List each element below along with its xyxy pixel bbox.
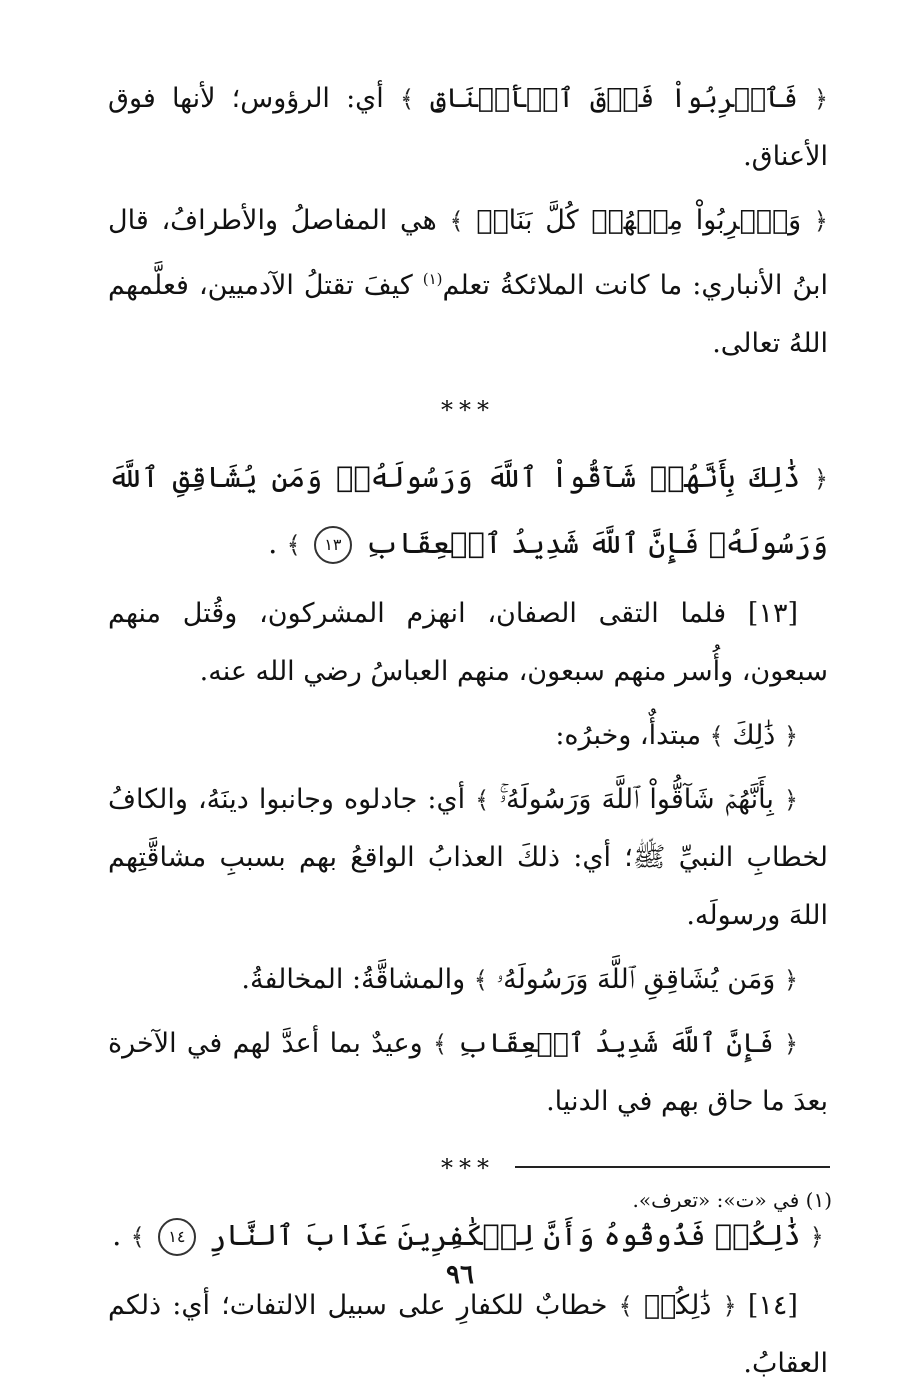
paragraph-8: [108, 1277, 828, 1393]
quran-bracket-open: ﴿: [783, 1030, 798, 1058]
quran-quote: وَمَن يُشَاقِقِ ٱللَّهَ وَرَسُولَهُۥ: [496, 964, 776, 995]
page-number: ٩٦: [446, 1260, 474, 1290]
quran-bracket-open: ﴿: [813, 85, 828, 113]
footnote: (١) في «ت»: «تعرف».: [632, 1188, 832, 1212]
quran-quote: ذَٰلِكَ: [732, 720, 776, 751]
quran-bracket-open: ﴿: [813, 465, 828, 493]
paragraph-4: [108, 707, 828, 765]
paragraph-3: [١٣] فلما التقى الصفان، انهزم المشركون، وقُتل منهم سبعون، وأُسر منهم سبعون، منهم العباسُ رضي الله عنه.: [108, 598, 828, 687]
quran-quote: وَٱضۡرِبُواْ مِنۡهُمۡ كُلَّ بَنَانٖ: [476, 205, 802, 236]
quran-bracket-close: ﴾: [473, 966, 488, 994]
quran-bracket-close: ﴾: [709, 722, 724, 750]
quran-bracket-close: ﴾: [130, 1223, 145, 1251]
footnote-divider: [515, 1166, 830, 1168]
ayah-text: ذَٰلِكَ بِأَنَّهُمۡ شَآقُّواْ ٱللَّهَ وَرَسُولَهُۥۚ وَمَن يُشَاقِقِ ٱللَّهَ وَرَسُولَهُۥ فَإِنَّ ٱللَّهَ شَدِيدُ ٱلۡعِقَابِ: [108, 460, 828, 560]
quran-quote: فَٱضۡرِبُواْ فَوۡقَ ٱلۡأَعۡنَاقِ: [430, 83, 798, 114]
quran-bracket-open: ﴿: [783, 966, 798, 994]
paragraph-2: [108, 192, 828, 373]
quran-bracket-open: ﴿: [809, 1223, 824, 1251]
quran-quote: بِأَنَّهُمۡ شَآقُّواْ ٱللَّهَ وَرَسُولَهُۥۚ: [499, 784, 774, 815]
ayah-number-marker: ١٤: [158, 1218, 196, 1256]
section-separator: ***: [441, 1154, 495, 1182]
verse-number: [١٤]: [747, 1290, 798, 1321]
quran-bracket-close: ﴾: [449, 207, 464, 235]
quran-quote: ذَٰلِكُمۡ: [643, 1290, 712, 1321]
commentary-text: والمشاقَّةُ: المخالفةُ.: [241, 964, 466, 995]
quran-bracket-open: ﴿: [722, 1292, 737, 1320]
ayah-text: ذَٰلِكُمۡ فَذُوقُوهُ وَأَنَّ لِلۡكَٰفِرِينَ عَذَابَ ٱلنَّارِ: [209, 1218, 801, 1252]
quran-bracket-close: ﴾: [618, 1292, 633, 1320]
quran-bracket-open: ﴿: [783, 786, 799, 814]
quran-bracket-close: ﴾: [286, 531, 301, 559]
commentary-text: هي المفاصلُ والأطرافُ، قال ابنُ الأنباري: ما كانت الملائكةُ تعلم: [108, 205, 828, 301]
commentary-text: مبتدأٌ، وخبرُه:: [555, 720, 702, 751]
quran-quote: فَإِنَّ ٱللَّهَ شَدِيدُ ٱلۡعِقَابِ: [457, 1028, 774, 1059]
quran-bracket-open: ﴿: [783, 722, 798, 750]
commentary-text: أي: جادلوه وجانبوا دينَهُ، والكافُ لخطابِ النبيِّ ﷺ؛ أي: ذلكَ العذابُ الواقعُ بهم بسببِ مشاقَّتِهم اللهَ ورسولَه.: [108, 784, 828, 931]
quran-bracket-open: ﴿: [813, 207, 828, 235]
quran-bracket-close: ﴾: [475, 786, 490, 814]
paragraph-7: [108, 1015, 828, 1131]
section-separator: ***: [441, 396, 495, 424]
quran-bracket-close: ﴾: [399, 85, 415, 113]
footnote-marker: (١): [422, 270, 443, 288]
paragraph-5: [108, 771, 828, 945]
commentary-text: أي: الرؤوس؛ لأنها فوق الأعناق.: [108, 83, 828, 172]
commentary-text: خطابٌ للكفارِ على سبيل الالتفات؛ أي: ذلكم العقابُ.: [108, 1290, 828, 1379]
commentary-text: وعيدٌ بما أعدَّ لهم في الآخرة بعدَ ما حاق بهم في الدنيا.: [108, 1028, 828, 1117]
paragraph-6: [108, 951, 828, 1009]
ayah-13: ﴿ ذَٰلِكَ بِأَنَّهُمۡ شَآقُّواْ ٱللَّهَ وَرَسُولَهُۥۚ وَمَن يُشَاقِقِ ٱللَّهَ وَرَسُولَهُۥ فَإِنَّ ٱللَّهَ شَدِيدُ ٱلۡعِقَابِ ١٣ ﴾ .: [108, 445, 828, 577]
ayah-14: ﴿ ذَٰلِكُمۡ فَذُوقُوهُ وَأَنَّ لِلۡكَٰفِرِينَ عَذَابَ ٱلنَّارِ ١٤ ﴾ .: [108, 1203, 828, 1269]
commentary-text: كيفَ تقتلُ الآدميين، فعلَّمهم اللهُ تعالى.: [108, 270, 828, 359]
paragraph-1: [108, 70, 828, 186]
quran-bracket-close: ﴾: [432, 1030, 448, 1058]
ayah-number-marker: ١٣: [314, 526, 352, 564]
